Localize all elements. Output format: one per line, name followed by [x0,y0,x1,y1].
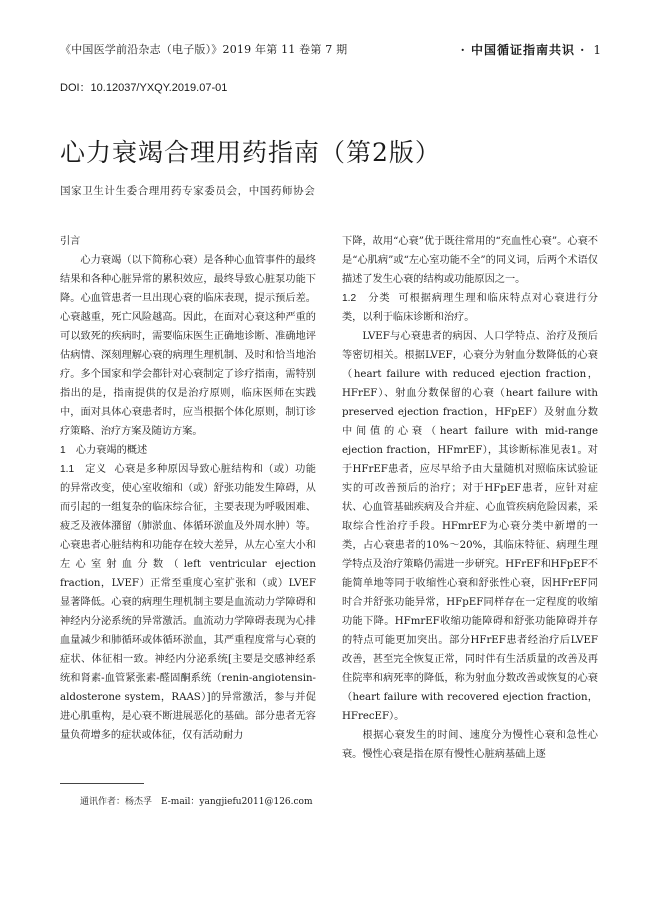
lvef-paragraph: LVEF与心衰患者的病因、人口学特点、治疗及预后等密切相关。根据LVEF，心衰分为射血分数降低的心衰（heart failure with reduced ejection fraction，HFrEF）、射血分数保留的心衰（heart failure with preserved ejection fraction，HFpEF）及射血分数中间值的心衰（heart failure with mid-range ejection fraction，HFmrEF），其诊断标准见表1。对于HFrEF患者，应尽早给予由大量随机对照临床试验证实的可改善预后的治疗；对于HFpEF患者，应针对症状、心血管基础疾病及合并症、心血管疾病危险因素，采取综合性治疗手段。HFmrEF为心衰分类中新增的一类，占心衰患者的10%～20%，其临床特征、病理生理学特点及治疗策略仍需进一步研究。HFrEF和HFpEF不能简单地等同于收缩性心衰和舒张性心衰，因HFrEF同时合并舒张功能异常，HFpEF同样存在一定程度的收缩功能下降。HFmrEF收缩功能障碍和舒张功能障碍并存的特点可能更加突出。部分HFrEF患者经治疗后LVEF改善，甚至完全恢复正常，同时伴有生活质量的改善及再住院率和病死率的降低，称为射血分数改善或恢复的心衰（heart failure with recovered ejection fraction，HFrecEF）。 [342,331,598,722]
right-column [342,232,598,764]
section-1-heading: 1 心力衰竭的概述 [60,445,148,456]
definition-text: 心衰是多种原因导致心脏结构和（或）功能的异常改变，使心室收缩和（或）舒张功能发生障碍，从而引起的一组复杂的临床综合征，主要表现为呼吸困难、疲乏及液体潴留（肺淤血、体循环淤血及外周水肿）等。心衰患者心脏结构和功能存在较大差异，从左心室大小和左心室射血分数（left ventricular ejection fraction，LVEF）正常至重度心室扩张和（或）LVEF显著降低。心衰的病理生理机制主要是血流动力学障碍和神经内分泌系统的异常激活。血流动力学障碍表现为心排血量减少和肺循环或体循环淤血，其严重程度常与心衰的症状、体征相一致。神经内分泌系统[主要是交感神经系统和肾素-血管紧张素-醛固酮系统（renin-angiotensin-aldosterone system，RAAS）]的异常激活，参与并促进心肌重构，是心衰不断进展恶化的基础。部分患者无容量负荷增多的症状或体征，仅有活动耐力 [60,464,316,741]
intro-heading: 引言 [60,236,81,247]
doi: DOI：10.12037/YXQY.2019.07-01 [60,82,228,94]
timing-paragraph: 根据心衰发生的时间、速度分为慢性心衰和急性心衰。慢性心衰是指在原有慢性心脏病基础上逐 [342,730,598,760]
definition-paragraph [60,460,316,745]
column-title-text: · 中国循证指南共识 · [460,43,586,57]
authors: 国家卫生计生委合理用药专家委员会，中国药师协会 [60,185,316,197]
intro-paragraph: 心力衰竭（以下简称心衰）是各种心血管事件的最终结果和各种心脏异常的累积效应，最终导致心脏泵功能下降。心血管患者一旦出现心衰的临床表现，提示预后差。心衰越重，死亡风险越高。因此，在面对心衰这种严重的可以致死的疾病时，需要临床医生正确地诊断、准确地评估病情、深刻理解心衰的病理生理机制、及时和恰当地治疗。多个国家和学会都针对心衰制定了诊疗指南，需特别指出的是，指南提供的仅是治疗原则，临床医师在实践中，面对具体心衰患者时，应当根据个体化原则，制订诊疗策略、治疗方案及随访方案。 [60,255,316,437]
footnote-divider [60,783,144,784]
continuation-paragraph: 下降，故用“心衰”优于既往常用的“充血性心衰”。心衰不是“心肌病”或“左心室功能不全”的同义词，后两个术语仅描述了发生心衰的结构或功能原因之一。 [342,236,598,285]
corresponding-author-footnote: 通讯作者：杨杰孚 E-mail：yangjiefu2011@126.com [80,797,313,807]
page-number: 1 [593,43,602,57]
definition-label: 1.1 定义 [60,464,107,475]
journal-citation: 《中国医学前沿杂志（电子版）》2019 年第 11 卷第 7 期 [60,43,348,56]
classification-label: 1.2 分类 [342,293,391,304]
left-column [60,232,316,745]
column-title [461,41,602,58]
classification-text: 可根据病理生理和临床特点对心衰进行分类，以利于临床诊断和治疗。 [342,293,598,323]
article-title: 心力衰竭合理用药指南（第2版） [60,138,441,167]
running-header [60,41,602,63]
classification-paragraph [342,289,598,327]
